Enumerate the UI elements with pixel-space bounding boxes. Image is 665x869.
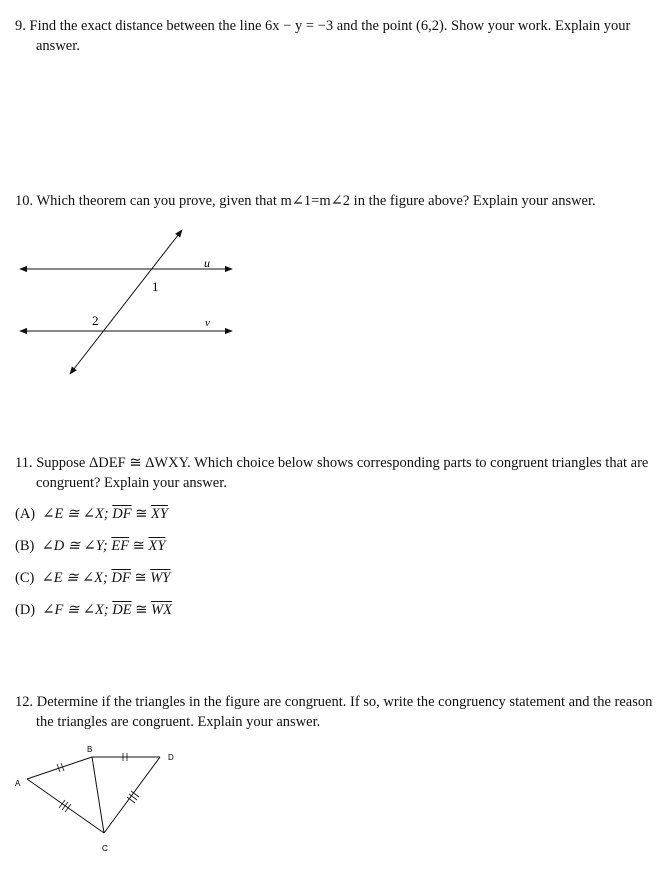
choice-angle-statement: ∠F ≅ ∠X; bbox=[42, 602, 109, 618]
congruent-symbol: ≅ bbox=[135, 506, 148, 522]
choice-letter: (A) bbox=[15, 506, 36, 522]
question-number: 9. bbox=[15, 18, 26, 34]
congruence-tick-marks bbox=[57, 753, 139, 812]
segment-ab bbox=[27, 757, 92, 779]
segment: $\overline{XY}$ bbox=[151, 506, 168, 522]
congruent-symbol: ≅ bbox=[134, 570, 147, 586]
line-u-label: u bbox=[204, 256, 210, 270]
segment: $\overline{DE}$ bbox=[112, 602, 132, 618]
choice-angle-statement: ∠E ≅ ∠X; bbox=[41, 570, 108, 586]
question-text: Find the exact distance between the line 6x − y = −3 and the point (6,2). Show your work. Explain your bbox=[29, 18, 631, 34]
segment-cd bbox=[104, 757, 160, 833]
congruent-symbol: ≅ bbox=[135, 602, 148, 618]
choice-letter: (D) bbox=[15, 602, 36, 618]
question-text-continued: congruent? Explain your answer. bbox=[36, 475, 227, 491]
angle-2-label: 2 bbox=[92, 313, 99, 328]
segment: $\overline{EF}$ bbox=[111, 538, 130, 554]
question-number: 12. bbox=[15, 694, 34, 710]
vertex-d-label: D bbox=[168, 753, 174, 762]
vertex-c-label: C bbox=[102, 844, 108, 853]
segment: $\overline{XY}$ bbox=[148, 538, 166, 554]
congruent-symbol: ≅ bbox=[132, 538, 145, 554]
question-text: Which theorem can you prove, given that m∠1=m∠2 in the figure above? Explain your answer. bbox=[36, 193, 596, 209]
line-v-label: v bbox=[205, 317, 210, 329]
choice-angle-statement: ∠E ≅ ∠X; bbox=[42, 506, 109, 522]
segment: $\overline{DF}$ bbox=[112, 506, 132, 522]
question-text: Determine if the triangles in the figure are congruent. If so, write the congruency statement and the reason bbox=[36, 694, 653, 710]
angle-1-label: 1 bbox=[152, 279, 159, 294]
segment: $\overline{DF}$ bbox=[111, 570, 131, 586]
segment: $\overline{WY}$ bbox=[150, 570, 171, 586]
segment: $\overline{WX}$ bbox=[151, 602, 172, 618]
vertex-a-label: A bbox=[15, 779, 21, 788]
question-text-continued: the triangles are congruent. Explain your answer. bbox=[36, 714, 321, 730]
segment-ac bbox=[27, 779, 104, 833]
choice-letter: (B) bbox=[15, 538, 35, 554]
question-number: 10. bbox=[15, 193, 34, 209]
choice-angle-statement: ∠D ≅ ∠Y; bbox=[41, 538, 108, 554]
question-number: 11. bbox=[15, 455, 33, 471]
choice-letter: (C) bbox=[15, 570, 35, 586]
vertex-b-label: B bbox=[87, 745, 93, 754]
segment-bc bbox=[92, 757, 104, 833]
question-text-continued: answer. bbox=[36, 38, 80, 54]
question-text: Suppose ΔDEF ≅ ΔWXY. Which choice below shows corresponding parts to congruent triangles that are bbox=[36, 455, 649, 471]
